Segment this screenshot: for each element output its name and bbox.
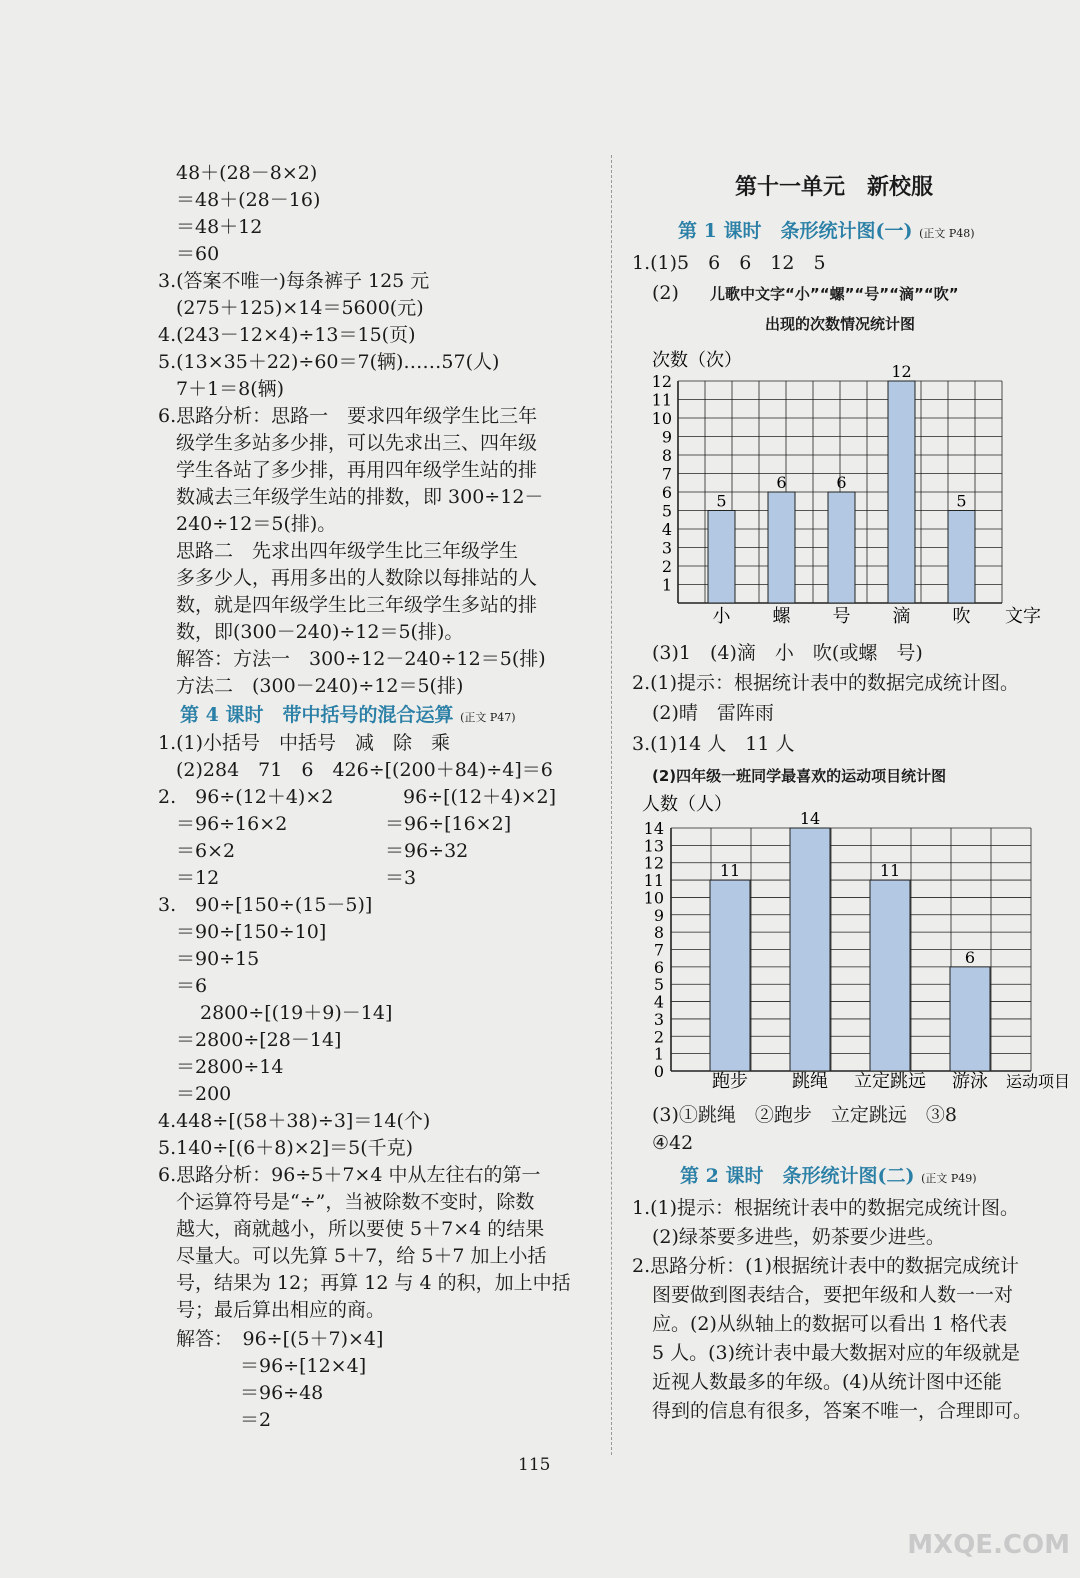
bar [870, 880, 910, 1071]
text-line: 1.(1)提示：根据统计表中的数据完成统计图。 [632, 1197, 1020, 1219]
y-tick-label: 6 [661, 483, 672, 502]
x-tick-label: 跑步 [712, 1071, 748, 1092]
text-line: 越大，商就越小，所以要使 5＋7×4 的结果 [176, 1218, 545, 1240]
text-line: 图要做到图表结合，要把年级和人数一一对 [652, 1284, 1014, 1306]
text-line: 多多少人，再用多出的人数除以每排站的人 [176, 567, 538, 589]
x-axis-label: 文字 [1005, 606, 1041, 627]
text-line: 数减去三年级学生站的排数，即 300÷12－ [176, 486, 544, 508]
text-line: 个运算符号是“÷”，当被除数不变时，除数 [176, 1191, 535, 1213]
text-line: ＝2800÷[28－14] [176, 1029, 342, 1051]
y-tick-label: 9 [653, 905, 664, 925]
text-line: 号，结果为 12；再算 12 与 4 的积，加上中括 [176, 1272, 571, 1294]
y-tick-label: 11 [643, 871, 664, 891]
text-line: 学生各站了多少排，再用四年级学生站的排 [176, 459, 538, 481]
y-tick-label: 3 [653, 1009, 664, 1029]
text-line: ＝60 [176, 243, 220, 265]
y-tick-label: 9 [661, 427, 672, 447]
data-label: 6 [964, 947, 976, 967]
text-line: 7＋1＝8(辆) [176, 378, 285, 400]
y-tick-label: 6 [653, 957, 664, 977]
text-line: ＝96÷32 [385, 840, 469, 862]
text-line: 3. 90÷[150÷(15－5)] [158, 894, 373, 916]
text-line: 1.(1)小括号 中括号 减 除 乘 [158, 732, 451, 754]
text-line: 3.(1)14 人 11 人 [632, 733, 795, 755]
x-tick-label: 游泳 [952, 1071, 988, 1092]
y-tick-label: 10 [643, 888, 664, 908]
text-line: 解答：方法一 300÷12－240÷12＝5(排) [176, 648, 546, 670]
text-line: 4.(243－12×4)÷13＝15(页) [158, 324, 416, 346]
text-line: 尽量大。可以先算 5＋7，给 5＋7 加上小括 [176, 1245, 547, 1267]
y-tick-label: 10 [651, 409, 672, 428]
text-line: 2.(1)提示：根据统计表中的数据完成统计图。 [632, 672, 1020, 694]
text-line: ＝96÷48 [240, 1382, 324, 1404]
text-line: 240÷12＝5(排)。 [176, 513, 337, 535]
text-line: ＝6×2 [176, 840, 236, 862]
y-tick-label: 0 [653, 1062, 664, 1081]
data-label: 6 [836, 473, 847, 492]
y-tick-label: 7 [661, 464, 672, 484]
x-tick-label: 跳绳 [792, 1071, 828, 1092]
text-line: (2)绿茶要多进些，奶茶要少进些。 [652, 1226, 945, 1248]
y-tick-label: 12 [643, 853, 664, 873]
y-tick-label: 8 [653, 923, 664, 943]
text-line: ＝6 [176, 975, 208, 997]
unit-title: 第十一单元 新校服 [735, 174, 934, 200]
text-line: (2)晴 雷阵雨 [652, 702, 774, 724]
text-line: 近视人数最多的年级。(4)从统计图中还能 [652, 1371, 1002, 1393]
text-line: ＝2 [240, 1409, 272, 1431]
data-label: 11 [719, 861, 741, 881]
y-tick-label: 14 [643, 819, 664, 838]
bar [790, 828, 830, 1071]
x-tick-label: 小 [712, 606, 731, 627]
text-line: 2.思路分析：(1)根据统计表中的数据完成统计 [632, 1255, 1020, 1277]
text-line: ＝48＋(28－16) [176, 189, 321, 211]
lesson-ref: (正文 P49) [921, 1172, 977, 1185]
lesson-title: 第 4 课时 带中括号的混合运算 [180, 704, 454, 726]
text-line: 数，就是四年级学生比三年级学生多站的排 [176, 594, 538, 616]
text-line: 5.140÷[(6＋8)×2]＝5(千克) [158, 1137, 414, 1159]
text-line: ④42 [652, 1132, 694, 1154]
x-tick-label: 螺 [772, 606, 791, 627]
text-line: 5.(13×35＋22)÷60＝7(辆)……57(人) [158, 351, 500, 373]
chart-title: 出现的次数情况统计图 [765, 315, 916, 333]
y-tick-label: 11 [651, 390, 672, 410]
data-label: 5 [956, 491, 967, 511]
bar [950, 967, 990, 1071]
text-line: 思路二 先求出四年级学生比三年级学生 [176, 540, 519, 562]
text-line: 数，即(300－240)÷12＝5(排)。 [176, 621, 464, 643]
text-line: 3.(答案不唯一)每条裤子 125 元 [158, 270, 430, 292]
page-number: 115 [518, 1455, 551, 1475]
data-label: 12 [891, 362, 912, 381]
text-line: 方法二 (300－240)÷12＝5(排) [176, 675, 464, 697]
text-line: 2. 96÷(12＋4)×2 [158, 786, 334, 808]
y-tick-label: 13 [643, 836, 664, 856]
lesson-ref: (正文 P48) [919, 227, 975, 240]
text-line: 48＋(28－8×2) [176, 162, 318, 184]
y-tick-label: 8 [661, 446, 672, 465]
text-line: (2)284 71 6 426÷[(200＋84)÷4]＝6 [176, 759, 553, 781]
text-line: (275＋125)×14＝5600(元) [176, 297, 424, 319]
y-tick-label: 4 [661, 520, 672, 539]
text-line: 5 人。(3)统计表中最大数据对应的年级就是 [652, 1342, 1021, 1364]
text-line: ＝90÷[150÷10] [176, 921, 327, 943]
y-tick-label: 2 [653, 1027, 664, 1047]
lesson-ref: (正文 P47) [460, 711, 516, 724]
text-line: 号；最后算出相应的商。 [176, 1299, 386, 1321]
text-line: 1.(1)5 6 6 12 5 [632, 252, 826, 274]
y-tick-label: 5 [661, 501, 672, 521]
y-tick-label: 12 [651, 372, 672, 391]
lesson-heading [680, 1163, 977, 1192]
y-tick-label: 2 [661, 557, 672, 576]
text-line: 2800÷[(19＋9)－14] [200, 1002, 393, 1024]
text-line: ＝12 [176, 867, 220, 889]
text-line: 级学生多站多少排，可以先求出三、四年级 [176, 432, 538, 454]
lesson-title: 第 2 课时 条形统计图(二) [680, 1165, 915, 1187]
text-line: ＝48＋12 [176, 216, 263, 238]
y-tick-label: 1 [653, 1044, 664, 1064]
y-tick-label: 3 [661, 538, 672, 558]
lesson-title: 第 1 课时 条形统计图(一) [678, 220, 913, 242]
text-line: ＝96÷16×2 [176, 813, 288, 835]
x-tick-label: 号 [832, 606, 851, 627]
text-line: (3)1 (4)滴 小 吹(或螺 号) [652, 642, 923, 664]
text-line: ＝200 [176, 1083, 232, 1105]
text-line: 解答： 96÷[(5＋7)×4] [176, 1328, 384, 1350]
text-line: ＝2800÷14 [176, 1056, 284, 1078]
data-label: 5 [716, 491, 727, 511]
data-label: 14 [799, 809, 821, 828]
text-line: 应。(2)从纵轴上的数据可以看出 1 格代表 [652, 1313, 1008, 1335]
text-line: 4.448÷[(58＋38)÷3]＝14(个) [158, 1110, 431, 1132]
text-line: ＝3 [385, 867, 417, 889]
text-line: 6.思路分析：思路一 要求四年级学生比三年 [158, 405, 538, 427]
y-axis-label: 次数（次） [652, 350, 742, 371]
data-label: 11 [879, 861, 901, 881]
x-tick-label: 立定跳远 [854, 1071, 926, 1092]
x-tick-label: 滴 [892, 606, 911, 627]
y-tick-label: 5 [653, 975, 664, 995]
text-line: (2) [652, 282, 679, 304]
text-line: 96÷[(12＋4)×2] [403, 786, 557, 808]
chart-title: (2)四年级一班同学最喜欢的运动项目统计图 [652, 767, 947, 785]
y-axis-label: 人数（人） [642, 794, 732, 815]
text-line: ＝96÷[16×2] [385, 813, 512, 835]
chart-title: 儿歌中文字“小”“螺”“号”“滴”“吹” [710, 285, 959, 303]
watermark: MXQE.COM [907, 1530, 1070, 1560]
x-tick-label: 吹 [952, 606, 971, 627]
y-tick-label: 7 [653, 940, 664, 960]
text-line: ＝96÷[12×4] [240, 1355, 367, 1377]
text-line: 得到的信息有很多，答案不唯一，合理即可。 [652, 1400, 1033, 1422]
text-line: 6.思路分析：96÷5＋7×4 中从左往右的第一 [158, 1164, 541, 1186]
data-label: 6 [776, 473, 787, 492]
x-axis-label: 运动项目 [1006, 1072, 1071, 1091]
y-tick-label: 1 [661, 575, 672, 595]
text-line: ＝90÷15 [176, 948, 260, 970]
text-line: (3)①跳绳 ②跑步 立定跳远 ③8 [652, 1104, 958, 1126]
y-tick-label: 4 [653, 992, 664, 1012]
bar [710, 880, 750, 1071]
